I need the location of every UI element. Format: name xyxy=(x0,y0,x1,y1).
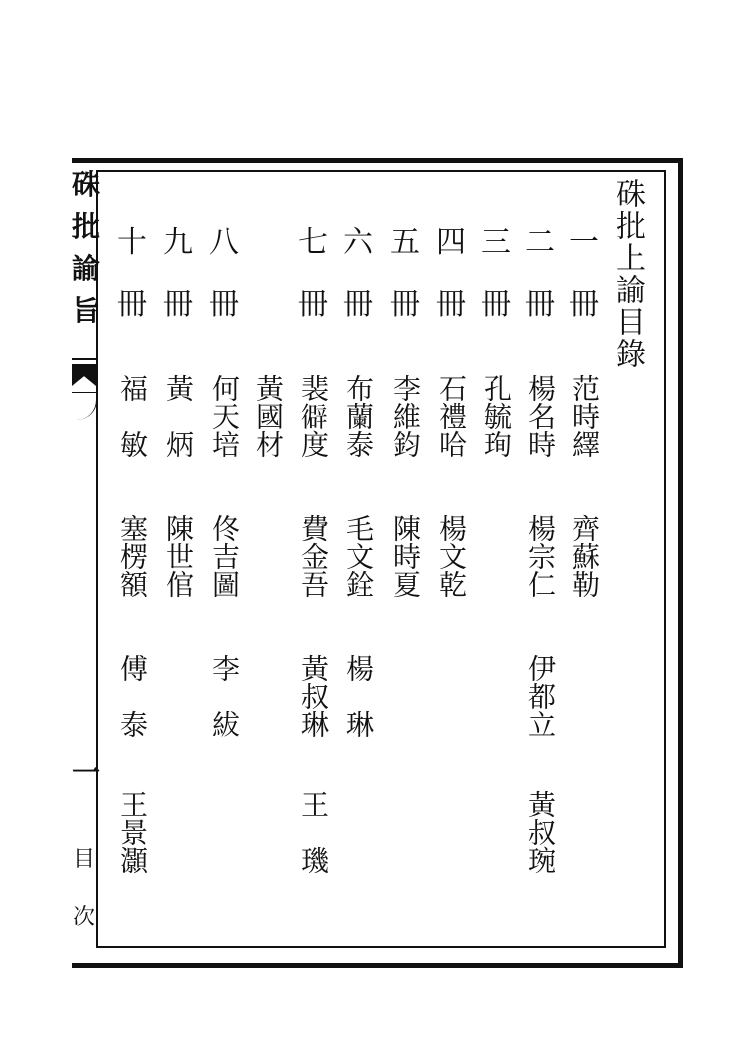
margin-label-char: 次 xyxy=(72,905,95,930)
margin-label-char: 目 xyxy=(72,847,95,872)
document-title: 硃批上諭目錄 xyxy=(610,178,645,370)
volume-number: 五 xyxy=(390,225,420,260)
volume-label: 冊 xyxy=(481,287,511,322)
volume-number: 十 xyxy=(117,225,147,260)
official-name: 王 璣 xyxy=(297,790,330,874)
fish-tail-rule xyxy=(72,358,96,360)
official-name: 黃國材 xyxy=(252,374,285,458)
volume-label: 冊 xyxy=(525,287,555,322)
official-name: 陳世倌 xyxy=(162,514,195,598)
official-name: 楊文乾 xyxy=(435,514,468,598)
volume-label: 冊 xyxy=(436,287,466,322)
volume-number: 九 xyxy=(163,225,193,260)
volume-label: 冊 xyxy=(117,287,147,322)
official-name: 陳時夏 xyxy=(389,514,422,598)
volume-number: 二 xyxy=(525,225,555,260)
volume-label: 冊 xyxy=(343,287,373,322)
official-name: 范時繹 xyxy=(568,374,601,458)
volume-number: 六 xyxy=(343,225,373,260)
official-name: 齊蘇勒 xyxy=(568,514,601,598)
margin-title-char: 批 xyxy=(72,210,101,243)
volume-number: 七 xyxy=(298,225,328,260)
margin-title-char: 諭 xyxy=(72,252,101,285)
volume-number: 一 xyxy=(569,225,599,260)
official-name: 毛文銓 xyxy=(342,514,375,598)
margin-page-number: 一 xyxy=(72,756,101,789)
official-name: 塞楞額 xyxy=(116,514,149,598)
official-name: 傅 泰 xyxy=(116,654,149,738)
volume-label: 冊 xyxy=(298,287,328,322)
official-name: 楊宗仁 xyxy=(524,514,557,598)
official-name: 王景灝 xyxy=(116,790,149,874)
volume-label: 冊 xyxy=(390,287,420,322)
volume-number: 三 xyxy=(481,225,511,260)
official-name: 佟吉圖 xyxy=(208,514,241,598)
official-name: 黃叔琬 xyxy=(524,790,557,874)
volume-number: 四 xyxy=(436,225,466,260)
official-name: 伊都立 xyxy=(524,654,557,738)
official-name: 裴𢕾度 xyxy=(297,374,330,458)
official-name: 費金吾 xyxy=(297,514,330,598)
margin-title-char: 硃 xyxy=(72,168,101,201)
volume-number: 八 xyxy=(209,225,239,260)
volume-label: 冊 xyxy=(209,287,239,322)
volume-label: 冊 xyxy=(163,287,193,322)
book-margin xyxy=(72,163,101,953)
official-name: 布蘭泰 xyxy=(342,374,375,458)
official-name: 楊 琳 xyxy=(342,654,375,738)
spine-rule xyxy=(96,170,98,946)
official-name: 孔毓珣 xyxy=(480,374,513,458)
official-name: 黃 炳 xyxy=(162,374,195,458)
official-name: 李 紱 xyxy=(208,654,241,738)
official-name: 何天培 xyxy=(208,374,241,458)
margin-title-char: 旨 xyxy=(72,294,101,327)
official-name: 李維鈞 xyxy=(389,374,422,458)
volume-label: 冊 xyxy=(569,287,599,322)
official-name: 福 敏 xyxy=(116,374,149,458)
official-name: 楊名時 xyxy=(524,374,557,458)
official-name: 石禮哈 xyxy=(435,374,468,458)
official-name: 黃叔琳 xyxy=(297,654,330,738)
